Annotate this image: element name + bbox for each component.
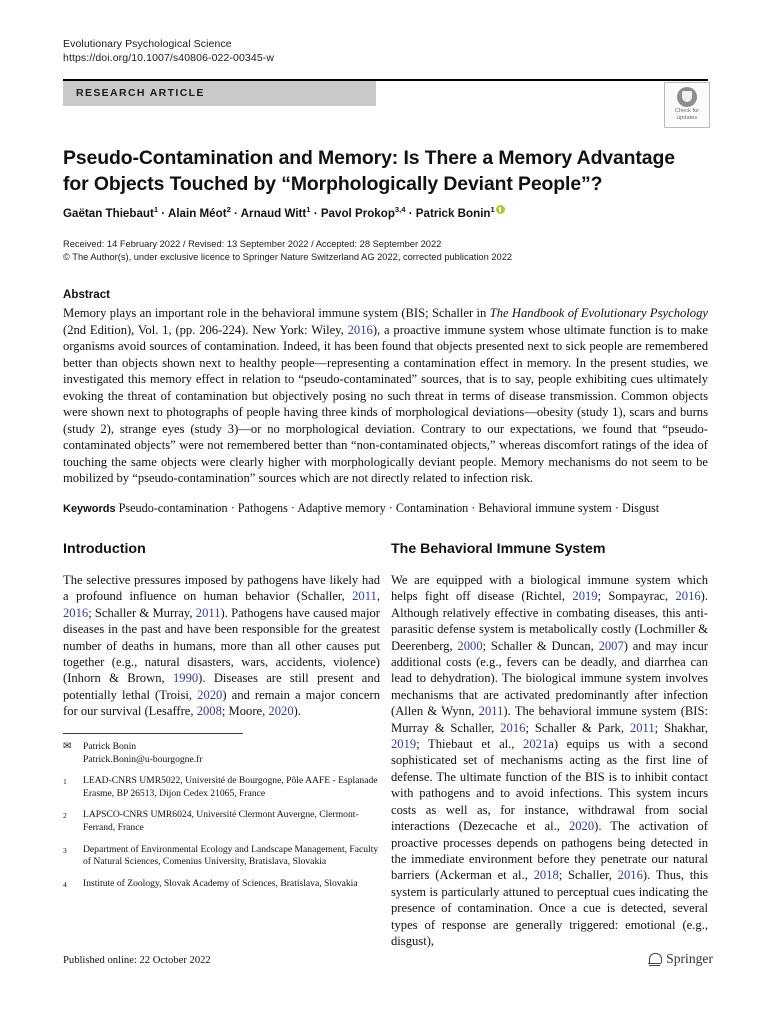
received-revised-accepted: Received: 14 February 2022 / Revised: 13 September 2022 / Accepted: 28 September 2022 (63, 239, 442, 249)
article-type-banner (63, 81, 376, 106)
keywords-label: Keywords (63, 503, 116, 515)
doi-link[interactable]: https://doi.org/10.1007/s40806-022-00345-w (63, 51, 275, 64)
springer-book-icon (648, 952, 661, 967)
page-title: Pseudo-Contamination and Memory: Is There a Memory Advantage for Objects Touched by “Morphologically Deviant People”? (63, 146, 675, 195)
article-type-label: RESEARCH ARTICLE (76, 87, 205, 99)
column-right (391, 540, 708, 949)
section-heading-behavioral-immune-system: The Behavioral Immune System (391, 541, 606, 557)
correspondence-text (83, 741, 380, 766)
footnote-block (63, 741, 380, 900)
check-for-updates-badge[interactable] (664, 82, 710, 128)
column-left (63, 540, 380, 720)
envelope-icon: ✉ (63, 741, 72, 752)
correspondence-row (63, 741, 380, 766)
masthead (63, 38, 708, 65)
author-list (63, 202, 703, 222)
affiliation-row (63, 809, 380, 834)
keywords-line (63, 500, 708, 517)
published-online-date: Published online: 22 October 2022 (63, 955, 211, 966)
affiliation-text: Institute of Zoology, Slovak Academy of Sciences, Bratislava, Slovakia (83, 877, 358, 889)
affiliation-text: LEAD-CNRS UMR5022, Université de Bourgogne, Pôle AAFE - Esplanade Erasme, BP 26513, Dijon Cedex 21065, France (83, 775, 378, 799)
orcid-icon[interactable] (496, 205, 505, 214)
publication-dates (63, 238, 703, 263)
publisher-name: Springer (666, 951, 713, 966)
abstract-heading: Abstract (63, 288, 111, 301)
behavioral-immune-system-paragraph: We are equipped with a biological immune system which helps fight off disease (Richtel, 2019; Sompayrac, 2016). Although relatively effective in combating diseases, this anti-parasitic defense system is metabolically costly (Lochmiller & Deerenberg, 2000; Schaller & Duncan, 2007) and may incur additional costs (e.g., fevers can be deadly, and diarrhea can lead to dehydration). The biological immune system involves mechanisms that are activated predominantly after infection (Allen & Wynn, 2011). The behavioral immune system (BIS: Murray & Schaller, 2016; Schaller & Park, 2011; Shakhar, 2019; Thiebaut et al., 2021a) equips us with a second sophisticated set of mechanisms acting as the first line of defense. The ultimate function of the BIS is to inhibit contact with pathogens and to avoid infections. This system incurs costs as well as, for instance, withdrawal from social interactions (Dezecache et al., 2020). The activation of proactive processes depends on pathogens being detected in the immediate environment before they penetrate our natural barriers (Ackerman et al., 2018; Schaller, 2016). Thus, this system is particularly attuned to perceptual cues indicating the presence of contamination. Once a cue is detected, several types of response are generally triggered: emotional (e.g., disgust), (391, 573, 709, 948)
journal-name: Evolutionary Psychological Science (63, 38, 232, 50)
introduction-paragraph: The selective pressures imposed by pathogens have likely had a profound influence on human behavior (Schaller, 2011, 2016; Schaller & Murray, 2011). Pathogens have caused major diseases in the past and have been responsible for the greatest number of deaths in humans, more than all other causes put together (e.g., natural disasters, wars, accidents, violence) (Inhorn & Brown, 1990). Diseases are still present and potentially lethal (Troisi, 2020) and remain a major concern for our survival (Lesaffre, 2008; Moore, 2020). (63, 573, 381, 719)
affiliation-marker: 2 (63, 811, 67, 821)
keywords-values: Pseudo-contamination · Pathogens · Adaptive memory · Contamination · Behavioral immune system · Disgust (118, 501, 660, 515)
corresponding-author-email[interactable]: Patrick.Bonin@u-bourgogne.fr (83, 753, 203, 765)
abstract-text: Memory plays an important role in the behavioral immune system (BIS; Schaller in The Handbook of Evolutionary Psychology (2nd Edition), Vol. 1, (pp. 206-224). New York: Wiley, 2016), a proactive immune system whose ultimate function is to make organisms avoid sources of contamination. Indeed, it has been found that objects presented next to sick people are remembered better than objects shown next to healthy people—representing a contamination effect in memory. In the present studies, we investigated this memory effect in relation to “pseudo-contaminated” sources, that is to say, people exhibiting cues ultimately evoking the threat of contamination but objectively posing no such threat in terms of disease transmission. Common objects were shown next to photographs of people having three kinds of morphological deviations—obesity (study 1), scars and burns (study 2), strange eyes (study 3)—or no morphological deviation. Contrary to our expectations, we found that “pseudo-contaminated objects” were not remembered better than “non-contaminated objects,” whereas discomfort ratings of the idea of touching the same objects were clearly higher with morphologically deviant people. Memory mechanisms do not seem to be mobilized by “pseudo-contamination” sources which are not directly related to infection risk. (63, 306, 708, 486)
affiliation-text: LAPSCO-CNRS UMR6024, Université Clermont Auvergne, Clermont-Ferrand, France (83, 809, 359, 833)
affiliation-marker: 3 (63, 845, 67, 855)
affiliation-row (63, 775, 380, 800)
footnote-divider (63, 733, 243, 734)
check-for-updates-label: Check for updates (674, 108, 700, 121)
affiliation-row (63, 844, 380, 869)
affiliation-list (63, 775, 380, 891)
affiliation-marker: 4 (63, 879, 67, 889)
copyright-line: © The Author(s), under exclusive licence to Springer Nature Switzerland AG 2022, corrected publication 2022 (63, 251, 513, 262)
author-names: Gaëtan Thiebaut$^1$ · Alain Méot$^2$ · Arnaud Witt$^1$ · Pavol Prokop$^{3,4}$ · Patrick Bonin$^1$ (63, 205, 495, 220)
affiliation-marker: 1 (63, 777, 67, 787)
affiliation-text: Department of Environmental Ecology and Landscape Management, Faculty of Natural Sciences, Comenius University, Bratislava, Slovakia (83, 843, 379, 868)
publisher-logo (648, 951, 713, 967)
corresponding-author-name: Patrick Bonin (83, 741, 137, 752)
section-heading-introduction: Introduction (63, 541, 146, 557)
crossmark-icon (677, 87, 697, 107)
affiliation-row (63, 878, 380, 892)
